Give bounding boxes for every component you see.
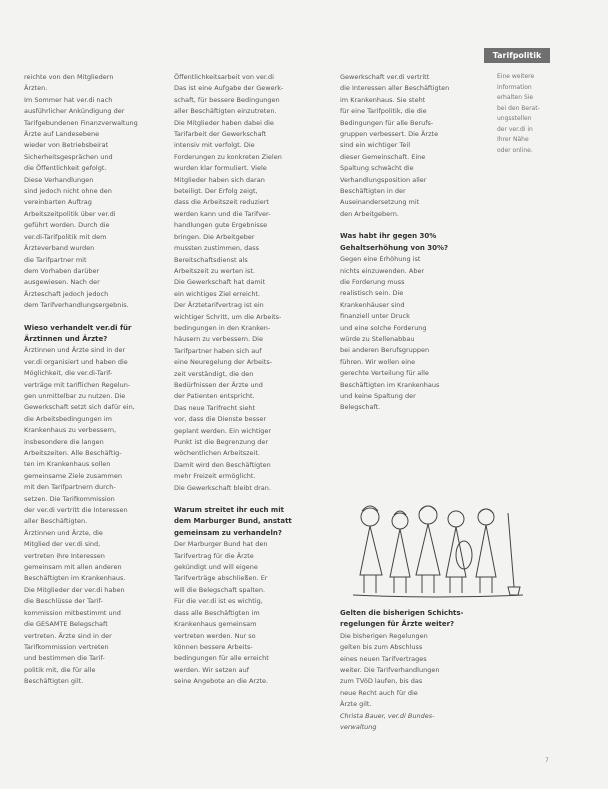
text-line: Ihrer Nähe (497, 136, 529, 143)
text-line: Gegen eine Erhöhung ist (340, 255, 421, 264)
text-line: gekündigt und will eigene (174, 563, 258, 572)
subheading: Gelten die bisherigen Schichts- (340, 609, 464, 617)
text-line: dem Vorhaben darüber (24, 266, 100, 275)
text-line: führen. Wir wollen eine (340, 357, 416, 366)
text-line: Bedingungen für alle Berufs- (340, 118, 434, 127)
text-line: will die Belegschaft spalten. (174, 585, 266, 594)
text-line: und bestimmen die Tarif- (24, 654, 105, 663)
text-line: Ärzteverband wurden (24, 244, 95, 253)
text-line: Tarifkommission vertreten (24, 642, 109, 651)
text-line: Sicherheitsgesprächen und (24, 152, 113, 161)
text-line: Tarifvertrag für die Ärzte (174, 551, 254, 560)
text-line: vor, dass die Dienste besser (174, 415, 267, 424)
text-line: eines neuen Tarifvertrages (340, 654, 427, 663)
text-line: Im Sommer hat ver.di nach (24, 95, 113, 104)
text-line: reichte von den Mitgliedern (24, 73, 114, 81)
text-line: Der Ärztetarifvertrag ist ein (174, 301, 264, 310)
text-line: Belegschaft. (340, 403, 381, 412)
text-line: sind jedoch nicht ohne den (24, 187, 112, 196)
text-line: Tarifarbeit der Gewerkschaft (174, 130, 267, 139)
text-line: Der Marburger Bund hat den (174, 540, 268, 549)
text-line: Die bisherigen Regelungen (340, 631, 428, 640)
text-line: Öffentlichkeitsarbeit von ver.di (174, 73, 274, 81)
text-line: bedingungen für alle erreicht (174, 654, 269, 663)
subheading: gemeinsam zu verhandeln? (174, 528, 282, 537)
text-line: politik mit, die für alle (24, 665, 96, 674)
cartoon-illustration (348, 495, 528, 605)
text-line: ungsstellen (497, 115, 532, 122)
text-line: vertreten. Ärzte sind in der (24, 631, 112, 640)
text-line: sind ein wichtiger Teil (340, 141, 411, 150)
text-line: geführt worden. Durch die (24, 221, 110, 230)
text-line: Für die ver.di ist es wichtig, (174, 597, 263, 606)
text-line: Gewerkschaft ver.di vertritt (340, 73, 430, 81)
text-line: die Tarifpartner mit (24, 255, 87, 264)
text-line: dieser Gemeinschaft. Eine (340, 152, 426, 161)
text-line: zeit verständigt, die den (174, 369, 254, 378)
text-line: nichts einzuwenden. Aber (340, 266, 425, 275)
text-line: gen unmittelbar zu nutzen. Die (24, 391, 126, 400)
text-line: Ärzte gilt. (340, 700, 372, 709)
text-line: werden. Wir setzen auf (174, 665, 250, 674)
author-signature-line2: verwaltung (340, 723, 377, 732)
text-line: der ver.di vertritt die Interessen (24, 506, 128, 515)
subheading: dem Marburger Bund, anstatt (174, 517, 292, 526)
text-line: kommission mitbestimmt und (24, 608, 121, 617)
text-line: Spaltung schwächt die (340, 164, 414, 173)
text-line: realistisch sein. Die (340, 289, 404, 298)
text-line: für eine Tarifpolitik, die die (340, 107, 427, 116)
text-line: mehr Freizeit ermöglicht. (174, 472, 256, 481)
text-line: dem Tarifverhandlungsergebnis. (24, 301, 129, 310)
text-line: oder online. (497, 146, 533, 154)
text-line: ver.di-Tarifpolitik mit dem (24, 232, 107, 241)
text-line: Mitglieder haben sich daran (174, 175, 265, 184)
text-line: Krankenhaus zu verbessern, (24, 426, 117, 435)
text-line: vertreten ihre Interessen (24, 551, 105, 560)
text-line: verträge mit tariflichen Regelun- (24, 380, 131, 389)
subheading: Gehaltserhöhung von 30%? (340, 243, 449, 252)
text-line: Beschäftigten gilt. (24, 677, 84, 686)
text-line: ver.di organisiert und haben die (24, 357, 128, 366)
text-line: handlungen gute Ergebnisse (174, 221, 268, 230)
subheading: Ärztinnen und Ärzte? (24, 334, 108, 343)
text-line: den Arbeitgebern. (340, 209, 399, 218)
text-line: Beschäftigten im Krankenhaus. (24, 574, 126, 583)
col3-para1 (340, 72, 480, 220)
text-line: Tarifgebundenen Finanzverwaltung (24, 118, 138, 127)
text-line: ausführlicher Ankündigung der (24, 107, 125, 116)
text-line: bedingungen in den Kranken- (174, 323, 271, 332)
column-1 (24, 72, 164, 688)
text-line: neue Recht auch für die (340, 688, 418, 697)
column-3-bottom (340, 608, 480, 733)
text-line: mussten zustimmen, dass (174, 244, 260, 253)
text-line: die Öffentlichkeit gefolgt. (24, 164, 107, 173)
text-line: schaft, für bessere Bedingungen (174, 95, 280, 104)
subheading: regelungen für Ärzte weiter? (340, 620, 455, 629)
text-line: wöchentlichen Arbeitszeit. (174, 449, 260, 458)
col3-para2 (340, 254, 480, 414)
text-line: häusern zu verbessern. Die (174, 335, 263, 344)
text-line: die Arbeitsbedingungen im (24, 414, 112, 423)
col1-para2 (24, 175, 164, 312)
text-line: Die Mitglieder haben dabei die (174, 118, 274, 127)
text-line: seine Angebote an die Arzte. (174, 677, 269, 686)
text-line: Punkt ist die Begrenzung der (174, 438, 269, 446)
text-line: insbesondere die langen (24, 437, 104, 446)
author-signature: Christa Bauer, ver.di Bundes- (340, 711, 435, 720)
text-line: dass die Arbeitszeit reduziert (174, 198, 269, 207)
text-line: die Forderung muss (340, 277, 405, 286)
section-tag: Tarifpolitik (484, 48, 550, 63)
text-line: Arbeitszeit zu werten ist. (174, 266, 255, 275)
text-line: Ärztinnen und Ärzte, die (24, 528, 103, 537)
text-line: eine Neuregelung der Arbeits- (174, 358, 273, 367)
text-line: vertreten werden. Nur so (174, 631, 256, 640)
text-line: Beschäftigten im Krankenhaus (340, 380, 440, 389)
text-line: ausgewiesen. Nach der (24, 278, 100, 287)
text-line: Gewerkschaft setzt sich dafür ein, (24, 403, 135, 412)
text-line: Information (497, 83, 532, 91)
text-line: Ärztinnen und Ärzte sind in der (24, 346, 126, 355)
text-line: bei den Berat- (497, 104, 540, 112)
text-line: Mitglied der ver.di sind, (24, 540, 101, 549)
text-line: intensiv mit verfolgt. Die (174, 141, 255, 150)
text-line: geplant werden. Ein wichtiger (174, 426, 272, 435)
text-line: ein wichtiges Ziel erreicht. (174, 289, 261, 298)
text-line: werden kann und die Tarifver- (174, 209, 271, 218)
text-line: setzen. Die Tarifkommission (24, 494, 115, 503)
text-line: erhalten Sie (497, 94, 534, 101)
column-4-sidebar (497, 72, 557, 156)
column-3 (340, 72, 480, 414)
text-line: würde zu Stellenabbau (340, 334, 415, 343)
text-line: Verhandlungsposition aller (340, 175, 427, 184)
column-2 (174, 72, 322, 688)
text-line: Bereitschaftsdienst als (174, 255, 248, 264)
text-line: Die Mitglieder der ver.di haben (24, 585, 125, 594)
text-line: Möglichkeit, die ver.di-Tarif- (24, 369, 113, 378)
text-line: wieder von Betriebsbeirat (24, 141, 109, 150)
text-line: der ver.di in (497, 125, 533, 133)
text-line: und keine Spaltung der (340, 391, 416, 400)
text-line: Arbeitszeitpolitik über ver.di (24, 209, 116, 218)
text-line: Beschäftigten in der (340, 187, 406, 196)
text-line: der Patienten entspricht. (174, 392, 255, 401)
text-line: zum TVöD laufen, bis das (340, 677, 423, 686)
text-line: Die Gewerkschaft bleibt dran. (174, 483, 271, 492)
text-line: Diese Verhandlungen (24, 175, 94, 184)
text-line: ten im Krankenhaus sollen (24, 460, 111, 469)
subheading: Warum streitet ihr euch mit (174, 506, 284, 515)
text-line: weiter. Die Tarifverhandlungen (340, 666, 440, 675)
text-line: Tarifverträge abschließen. Er (174, 574, 268, 583)
text-line: Krankenhaus gemeinsam (174, 620, 257, 629)
col1-para1 (24, 72, 164, 175)
text-line: die Beschlüsse der Tarif- (24, 597, 103, 606)
text-line: Ärzteschaft jedoch jedoch (24, 289, 109, 298)
text-line: aller Beschäftigten. (24, 517, 88, 526)
text-line: im Krankenhaus. Sie steht (340, 95, 426, 104)
text-line: Eine weitere (497, 73, 535, 80)
text-line: und eine solche Forderung (340, 323, 427, 332)
text-line: gemeinsam mit allen anderen (24, 563, 122, 572)
text-line: Bedürfnissen der Ärzte und (174, 380, 263, 389)
text-line: Damit wird den Beschäftigten (174, 460, 271, 469)
text-line: können bessere Arbeits- (174, 642, 253, 651)
text-line: wurden klar formuliert. Viele (174, 164, 267, 173)
page-number: 7 (545, 757, 549, 764)
text-line: aller Beschäftigten einzutreten. (174, 107, 277, 116)
text-line: Das neue Tarifrecht sieht (174, 403, 256, 412)
text-line: Auseinandersetzung mit (340, 198, 420, 207)
col2-para3 (174, 539, 322, 687)
text-line: dass alle Beschäftigten im (174, 608, 260, 617)
text-line: bei anderen Berufsgruppen (340, 346, 430, 355)
text-line: vereinbarten Auftrag (24, 198, 92, 207)
subheading: Wieso verhandelt ver.di für (24, 323, 132, 332)
subheading: Was habt ihr gegen 30% (340, 232, 437, 241)
text-line: gelten bis zum Abschluss (340, 643, 423, 652)
text-line: mit den Tarifpartnern durch- (24, 483, 116, 492)
text-line: Krankenhäuser sind (340, 300, 405, 309)
col2-para2 (174, 300, 322, 494)
text-line: die Interessen aller Beschäftigten (340, 84, 450, 93)
col3-para3 (340, 631, 480, 711)
text-line: beteiligt. Der Erfolg zeigt, (174, 187, 258, 196)
text-line: gerechte Verteilung für alle (340, 369, 429, 378)
text-line: wichtiger Schritt, um die Arbeits- (174, 312, 282, 321)
col1-para3 (24, 345, 164, 687)
text-line: Ärzten. (24, 84, 48, 93)
text-line: finanziell unter Druck (340, 312, 410, 321)
text-line: gemeinsame Ziele zusammen (24, 471, 122, 480)
text-line: Ärzte auf Landesebene (24, 130, 100, 139)
col2-para1 (174, 72, 322, 300)
text-line: bringen. Die Arbeitgeber (174, 232, 255, 241)
text-line: die GESAMTE Belegschaft (24, 620, 108, 629)
text-line: Arbeitszeiten. Alle Beschäftig- (24, 449, 122, 457)
text-line: Tarifpartner haben sich auf (174, 346, 262, 355)
text-line: Das ist eine Aufgabe der Gewerk- (174, 84, 284, 93)
text-line: Die Gewerkschaft hat damit (174, 278, 266, 287)
text-line: Forderungen zu konkreten Zielen (174, 152, 282, 161)
text-line: gruppen verbessert. Die Ärzte (340, 130, 439, 139)
